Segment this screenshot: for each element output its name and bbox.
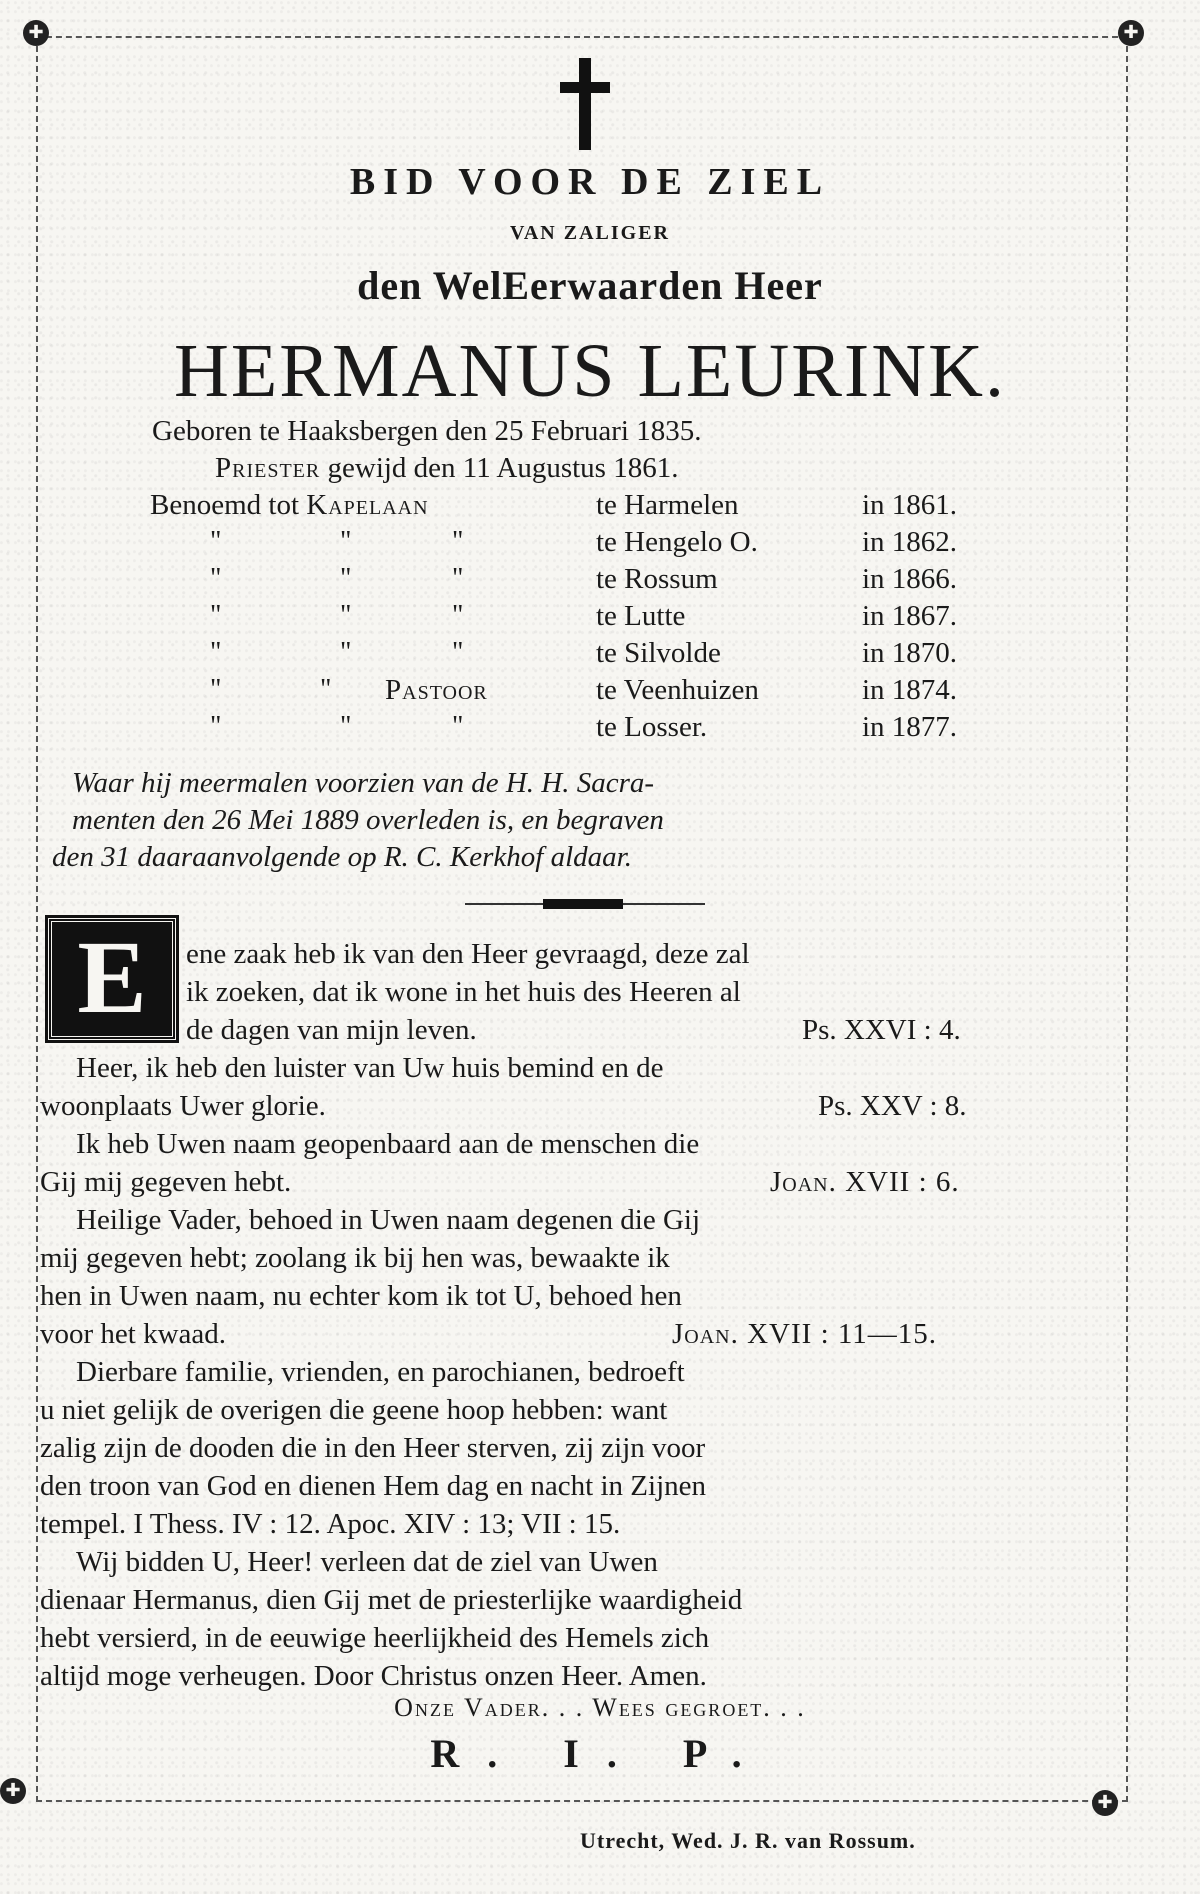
text-line: Wij bidden U, Heer! verleen dat de ziel van Uwen [76,1546,658,1578]
year-5: in 1870. [862,637,958,669]
death-line-3: den 31 daaraanvolgende op R. C. Kerkhof aldaar. [52,841,632,873]
text-line: mij gegeven hebt; zoolang ik bij hen was, bewaakte ik [40,1242,670,1274]
text-line: dienaar Hermanus, dien Gij met de priesterlijke waardigheid [40,1584,743,1616]
text-line: tempel. I Thess. IV : 12. Apoc. XIV : 13; VII : 15. [40,1508,621,1540]
pastoor-label: Pastoor [385,674,488,706]
ditto-mark: " [340,711,352,742]
ditto-mark: " [210,526,222,557]
year-6: in 1874. [862,674,958,706]
scripture-ref: Ps. XXVI : 4. [802,1014,961,1046]
text-line: Heilige Vader, behoed in Uwen naam degenen die Gij [76,1204,701,1236]
text-line: Gij mij gegeven hebt. [40,1166,292,1198]
ditto-mark: " [452,563,464,594]
ditto-mark: " [340,526,352,557]
text-line: u niet gelijk de overigen die geene hoop hebben: want [40,1394,668,1426]
ditto-mark: " [340,637,352,668]
printer-imprint: Utrecht, Wed. J. R. van Rossum. [580,1828,916,1853]
text-line: Heer, ik heb den luister van Uw huis bemind en de [76,1052,664,1084]
death-line-2: menten den 26 Mei 1889 overleden is, en begraven [72,804,664,836]
place-5: te Silvolde [596,637,721,669]
place-6: te Veenhuizen [596,674,759,706]
text-line: altijd moge verheugen. Door Christus onzen Heer. Amen. [40,1660,707,1692]
year-1: in 1861. [862,489,958,521]
heading-bid: BID VOOR DE ZIEL [349,161,831,203]
place-2: te Hengelo O. [596,526,758,558]
text-line: zalig zijn de dooden die in den Heer sterven, zij zijn voor [40,1432,706,1464]
corner-ornament-icon: ✚ [23,20,49,46]
heading-van-zaliger: VAN ZALIGER [510,222,670,244]
priest-label: Priester [215,452,321,484]
place-3: te Rossum [596,563,718,595]
ditto-mark: " [210,711,222,742]
cross-icon [560,58,610,150]
scripture-ref: Joan. XVII : 6. [770,1166,960,1198]
ditto-mark: " [452,526,464,557]
death-line-1: Waar hij meermalen voorzien van de H. H. Sacra- [72,767,655,799]
text-line: hen in Uwen naam, nu echter kom ik tot U, behoed hen [40,1280,682,1312]
text-line: Ik heb Uwen naam geopenbaard aan de menschen die [76,1128,700,1160]
ditto-mark: " [320,674,332,705]
text-line: ene zaak heb ik van den Heer gevraagd, deze zal [186,938,750,970]
place-4: te Lutte [596,600,686,632]
closing-prayer: Onze Vader. . . Wees gegroet. . . [394,1693,806,1722]
year-7: in 1877. [862,711,958,743]
heading-title: den WelEerwaarden Heer [357,263,823,308]
text-line: ik zoeken, dat ik wone in het huis des Heeren al [186,976,741,1008]
ditto-mark: " [210,637,222,668]
year-4: in 1867. [862,600,958,632]
decorated-initial: E [48,918,176,1040]
ditto-mark: " [452,637,464,668]
ordination-line [215,452,678,485]
text-line: woonplaats Uwer glorie. [40,1090,326,1122]
place-1: te Harmelen [596,489,739,521]
ditto-mark: " [210,563,222,594]
year-2: in 1862. [862,526,958,558]
ditto-mark: " [452,600,464,631]
appointed-label: Benoemd tot Kapelaan [150,489,429,521]
text-line: Dierbare familie, vrienden, en parochianen, bedroeft [76,1356,685,1388]
divider-ornament [543,899,623,909]
text-line: den troon van God en dienen Hem dag en nacht in Zijnen [40,1470,706,1502]
ditto-mark: " [340,600,352,631]
ordination-text: gewijd den 11 Augustus 1861. [327,452,679,484]
birth-line: Geboren te Haaksbergen den 25 Februari 1835. [152,415,702,447]
rip: R. I. P. [430,1731,770,1776]
corner-ornament-icon: ✚ [0,1778,26,1804]
text-line: hebt versierd, in de eeuwige heerlijkheid des Hemels zich [40,1622,710,1654]
ditto-mark: " [210,600,222,631]
ditto-mark: " [210,674,222,705]
place-7: te Losser. [596,711,708,743]
corner-ornament-icon: ✚ [1118,20,1144,46]
scripture-ref: Joan. XVII : 11—15. [672,1318,938,1350]
text-line: voor het kwaad. [40,1318,227,1350]
text-line: de dagen van mijn leven. [186,1014,477,1046]
corner-ornament-icon: ✚ [1092,1790,1118,1816]
ditto-mark: " [452,711,464,742]
scripture-ref: Ps. XXV : 8. [818,1090,967,1122]
deceased-name: HERMANUS LEURINK. [174,329,1006,413]
year-3: in 1866. [862,563,958,595]
ditto-mark: " [340,563,352,594]
